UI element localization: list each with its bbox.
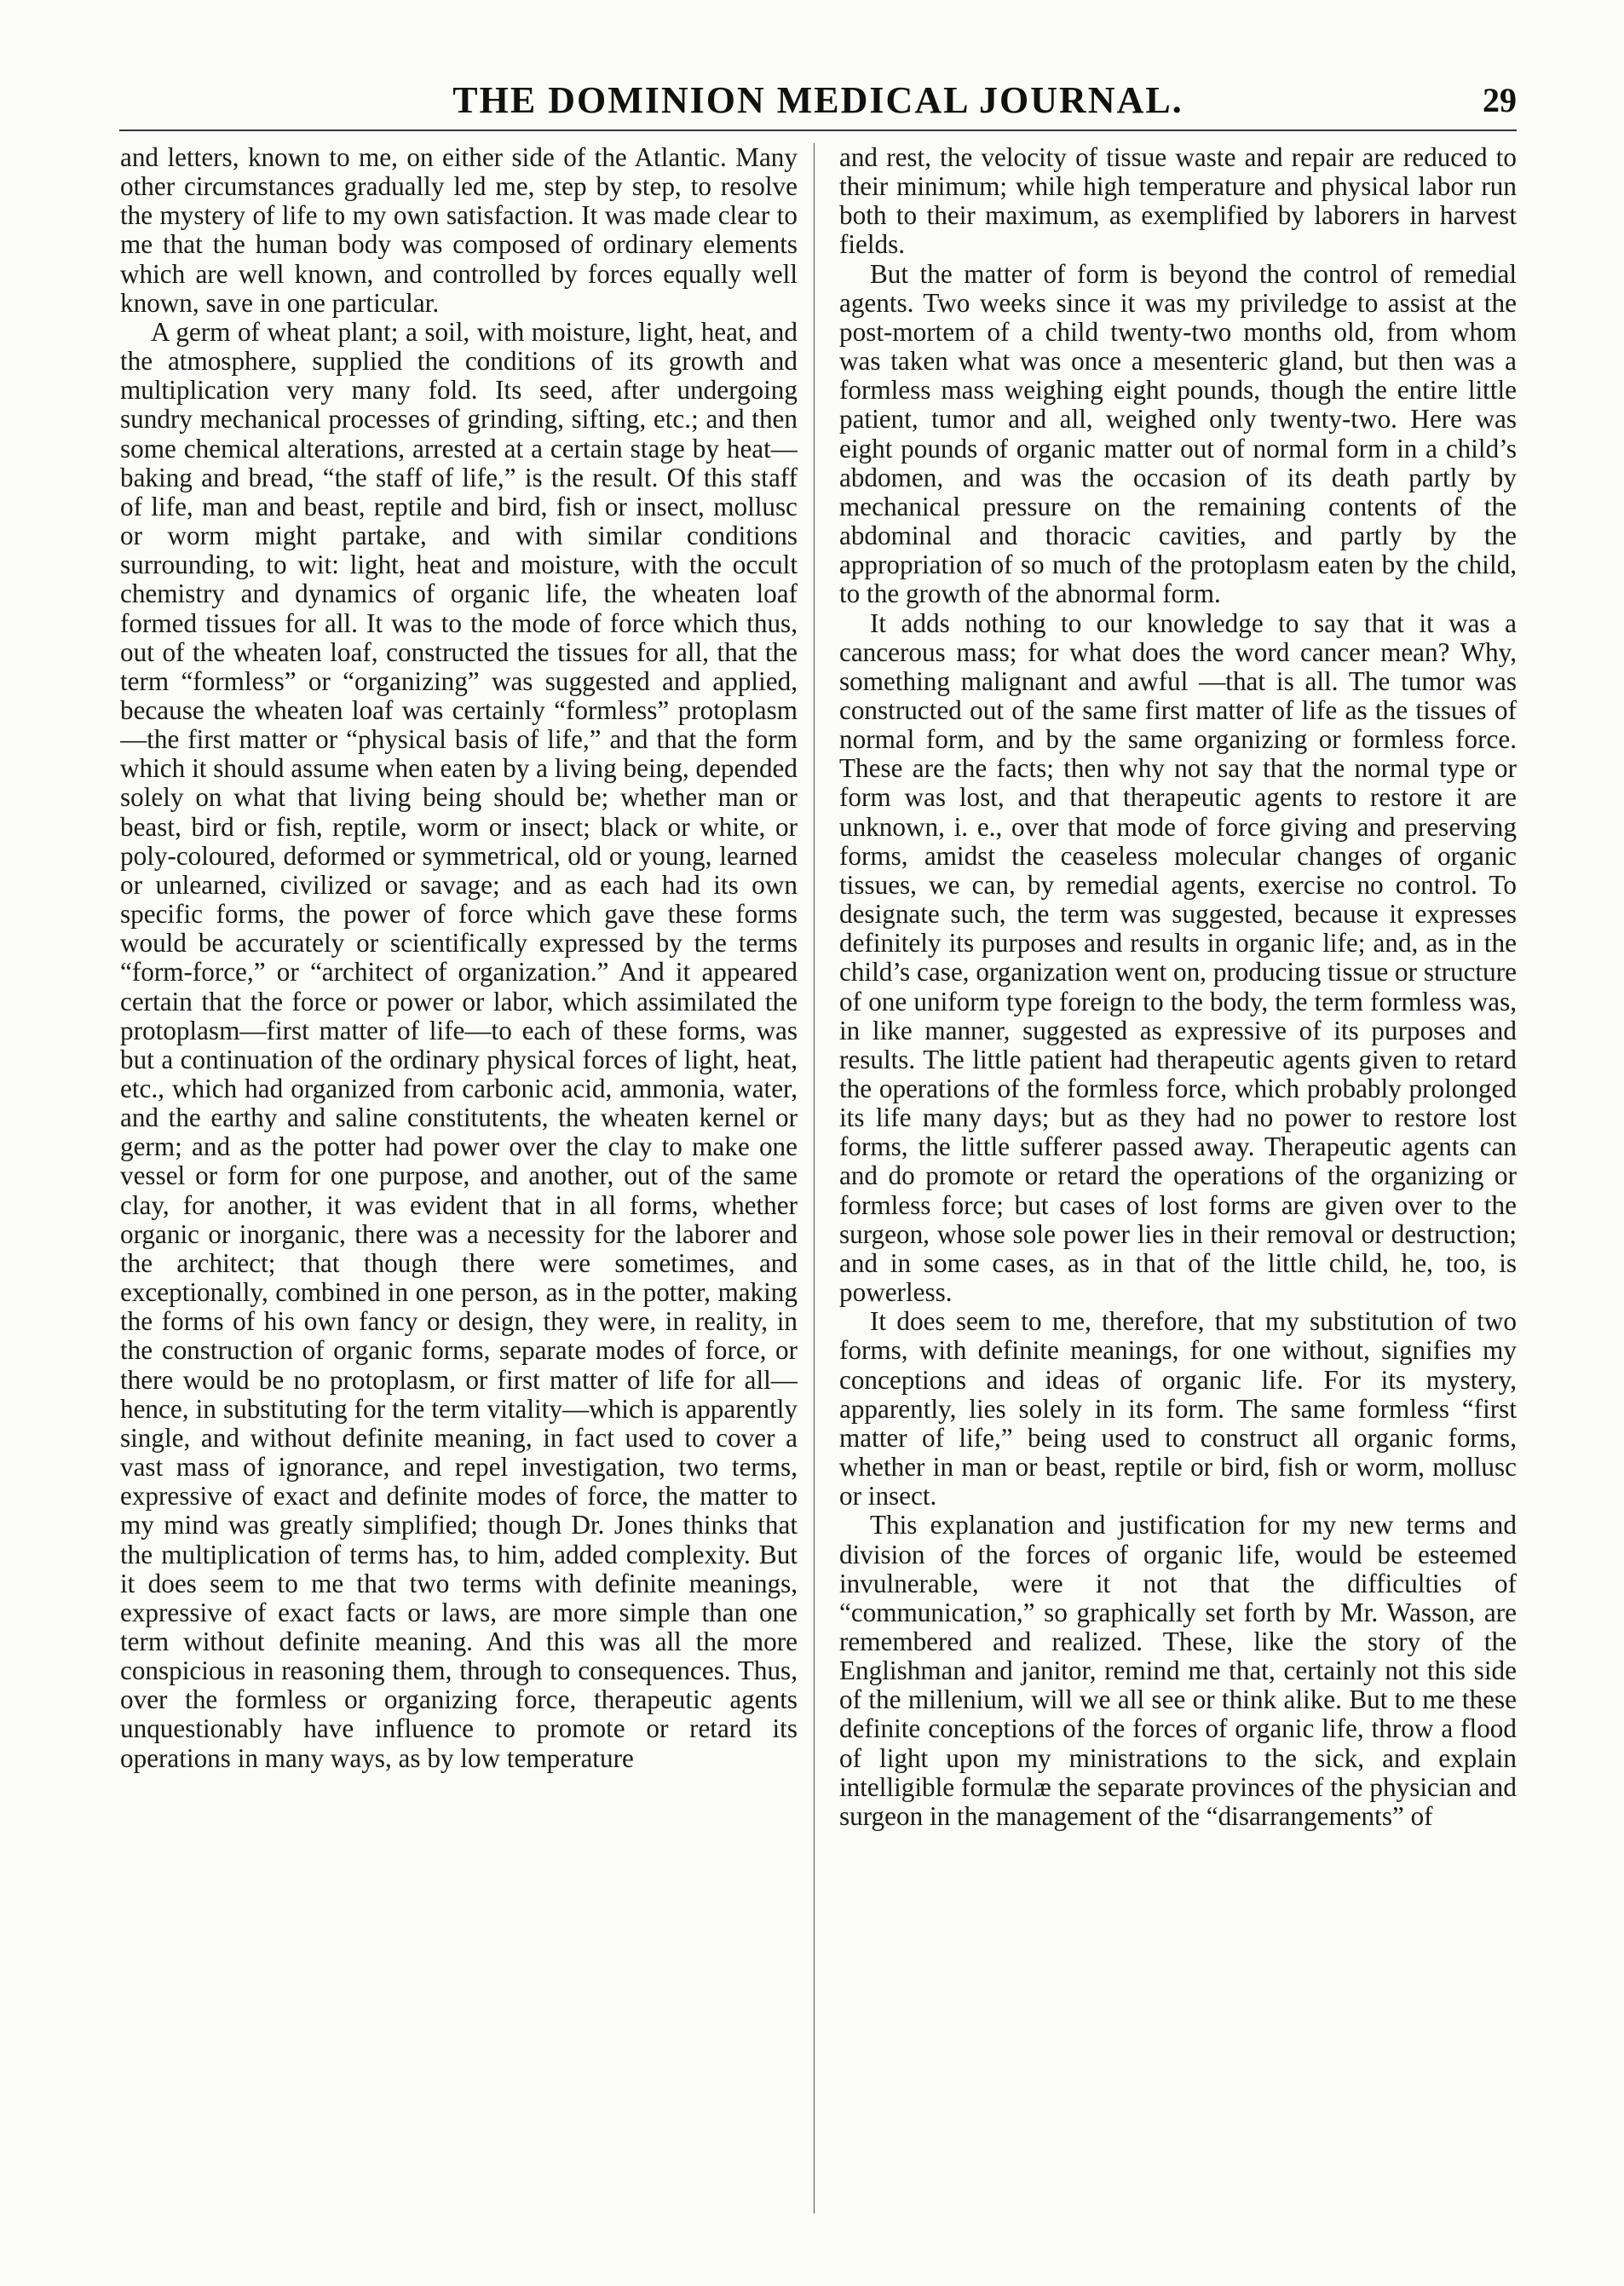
header-rule xyxy=(119,130,1517,131)
paragraph: This explanation and justification for my new terms and division of the forces of organic life, would be esteemed invulnerable, were it not that the difficulties of “communication,” so graphically set forth by Mr. Wasson, are remembered and realized. These, like the story of the Englishman and janitor, remind me that, certainly not this side of the millenium, will we all see or think alike. But to me these definite conceptions of the forces of organic life, throw a flood of light upon my ministrations to the sick, and explain intelligible formulæ the separate provinces of the physician and surgeon in the management of the “disarrangements” of xyxy=(839,1510,1517,1831)
page-header xyxy=(119,78,1517,130)
left-column xyxy=(120,143,798,2239)
column-divider xyxy=(814,143,815,2214)
running-title: THE DOMINION MEDICAL JOURNAL. xyxy=(452,79,1183,121)
paragraph: and rest, the velocity of tissue waste and repair are reduced to their minimum; while high temperature and physical labor run both to their maximum, as exemplified by laborers in harvest fields. xyxy=(839,143,1517,260)
paragraph: But the matter of form is beyond the control of remedial agents. Two weeks since it was my priviledge to assist at the post-mortem of a child twenty-two months old, from whom was taken what was once a mesenteric gland, but then was a formless mass weighing eight pounds, though the entire little patient, tumor and all, weighed only twenty-two. Here was eight pounds of organic matter out of normal form in a child’s abdomen, and was the occasion of its death partly by mechanical pressure on the remaining contents of the abdominal and thoracic cavities, and partly by the appropriation of so much of the protoplasm eaten by the child, to the growth of the abnormal form. xyxy=(839,258,1517,609)
right-column xyxy=(839,143,1517,2239)
paragraph: It adds nothing to our knowledge to say that it was a cancerous mass; for what does the word cancer mean? Why, something malignant and awful —that is all. The tumor was constructed out of the same first matter of life as the tissues of normal form, and by the same organizing or formless force. These are the facts; then why not say that the normal type or form was lost, and that therapeutic agents to restore it are unknown, i. e., over that mode of force giving and preserving forms, amidst the ceaseless molecular changes of organic tissues, we can, by remedial agents, exercise no control. To designate such, the term was suggested, because it expresses definitely its purposes and results in organic life; and, as in the child’s case, organization went on, producing tissue or structure of one uniform type foreign to the body, the term formless was, in like manner, suggested as expressive of its purposes and results. The little patient had therapeutic agents given to retard the operations of the formless force, which probably prolonged its life many days; but as they had no power to restore lost forms, the little sufferer passed away. Therapeutic agents can and do promote or retard the operations of the organizing or formless force; but cases of lost forms are given over to the surgeon, whose sole power lies in their removal or destruction; and in some cases, as in that of the little child, he, too, is powerless. xyxy=(839,607,1517,1308)
paragraph: A germ of wheat plant; a soil, with moisture, light, heat, and the atmosphere, supplied the conditions of its growth and multiplication very many fold. Its seed, after undergoing sundry mechanical processes of grinding, sifting, etc.; and then some chemical alterations, arrested at a certain stage by heat—baking and bread, “the staff of life,” is the result. Of this staff of life, man and beast, reptile and bird, fish or insect, mollusc or worm might partake, and with similar conditions surrounding, to wit: light, heat and moisture, with the occult chemistry and dynamics of organic life, the wheaten loaf formed tissues for all. It was to the mode of force which thus, out of the wheaten loaf, constructed the tissues for all, that the term “formless” or “organizing” was suggested and applied, because the wheaten loaf was certainly “formless” protoplasm—the first matter or “physical basis of life,” and that the form which it should assume when eaten by a living being, depended solely on what that living being should be; whether man or beast, bird or fish, reptile, worm or insect; black or white, or poly-coloured, deformed or symmetrical, old or young, learned or unlearned, civilized or savage; and as each had its own specific forms, the power of force which gave these forms would be accurately or scientifically expressed by the terms “form-force,” or “architect of organization.” And it appeared certain that the force or power or labor, which assimilated the protoplasm—first matter of life—to each of these forms, was but a continuation of the ordinary physical forces of light, heat, etc., which had organized from carbonic acid, ammonia, water, and the earthy and saline constitutents, the wheaten kernel or germ; and as the potter had power over the clay to make one vessel or form for one purpose, and another, out of the same clay, for another, it was evident that in all forms, whether organic or inorganic, there was a necessity for the laborer and the architect; that though there were sometimes, and exceptionally, combined in one person, as in the potter, making the forms of his own fancy or design, they were, in reality, in the construction of organic forms, separate modes of force, or there would be no protoplasm, or first matter of life for all—hence, in substituting for the term vitality—which is apparently single, and without definite meaning, in fact used to cover a vast mass of ignorance, and repel investigation, two terms, expressive of exact and definite modes of force, the matter to my mind was greatly simplified; though Dr. Jones thinks that the multiplication of terms has, to him, added complexity. But it does seem to me that two terms with definite meanings, expressive of exact facts or laws, are more simple than one term without definite meaning. And this was all the more conspicious in reasoning them, through to consequences. Thus, over the formless or organizing force, therapeutic agents unquestionably have influence to promote or retard its operations in many ways, as by low temperature xyxy=(120,316,798,1773)
paragraph: It does seem to me, therefore, that my substitution of two forms, with definite meanings, for one without, signifies my conceptions and ideas of organic life. For its mystery, apparently, lies solely in its form. The same formless “first matter of life,” being used to construct all organic forms, whether in man or beast, reptile or bird, fish or worm, mollusc or insect. xyxy=(839,1306,1517,1512)
paragraph: and letters, known to me, on either side of the Atlantic. Many other circumstances gradually led me, step by step, to resolve the mystery of life to my own satisfaction. It was made clear to me that the human body was composed of ordinary elements which are well known, and controlled by forces equally well known, save in one particular. xyxy=(120,143,798,318)
page-number: 29 xyxy=(1483,81,1517,119)
